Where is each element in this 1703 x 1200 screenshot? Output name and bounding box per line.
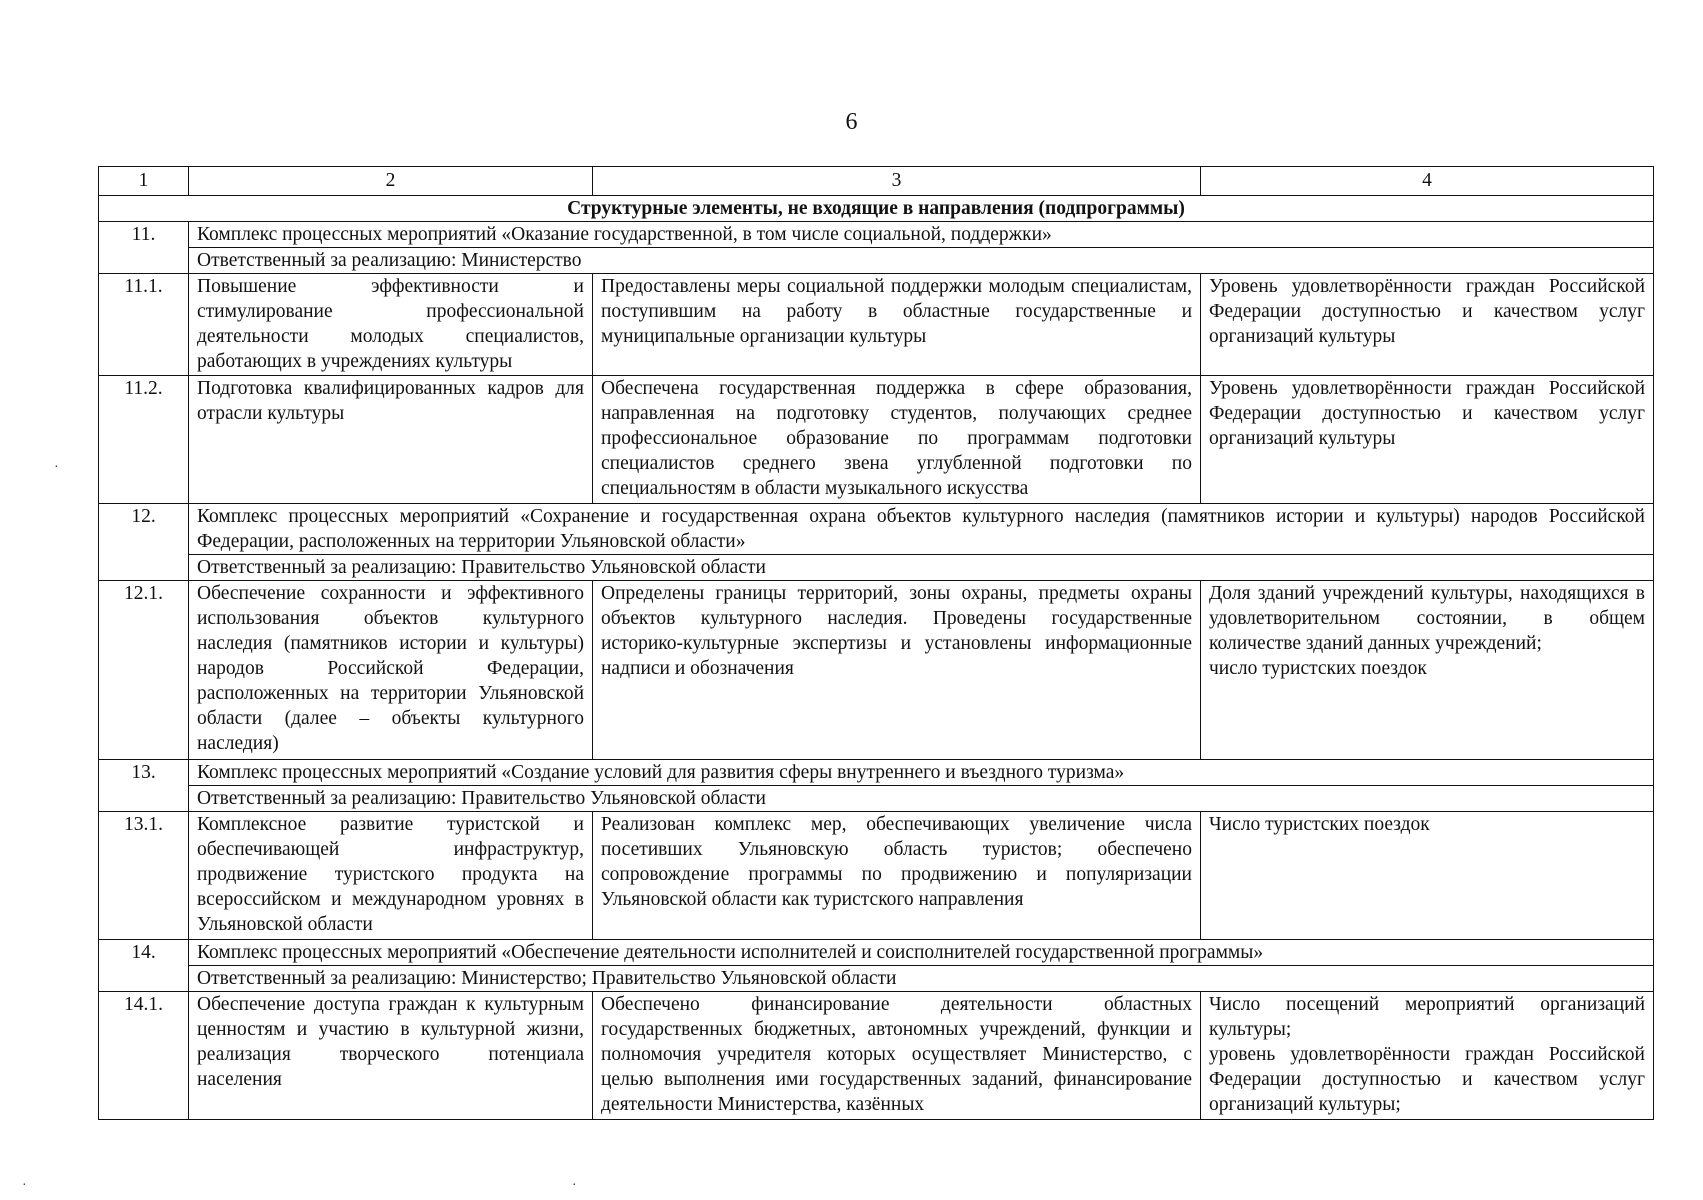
responsible-text: Ответственный за реализацию: Министерство; Правительство Ульяновской области — [189, 966, 1654, 992]
indicator-cell: Уровень удовлетворённости граждан Российской Федерации доступностью и качеством услуг организаций культуры — [1201, 274, 1654, 376]
indicator-cell — [1201, 992, 1654, 1120]
table-row — [99, 274, 1654, 376]
task-cell: Комплексное развитие туристской и обеспечивающей инфраструктур, продвижение туристского продукта на всероссийском и международном уровнях в Ульяновской области — [189, 812, 593, 940]
complex-title: Комплекс процессных мероприятий «Обеспечение деятельности исполнителей и соисполнителей государственной программы» — [189, 940, 1654, 966]
result-cell: Реализован комплекс мер, обеспечивающих увеличение числа посетивших Ульяновскую область туристов; обеспечено сопровождение программы по продвижению и популяризации Ульяновской области как туристского направления — [593, 812, 1201, 940]
section-title-row — [99, 196, 1654, 222]
responsible-row — [99, 786, 1654, 812]
responsible-text: Ответственный за реализацию: Правительство Ульяновской области — [189, 786, 1654, 812]
row-index: 11.2. — [99, 376, 189, 504]
responsible-row — [99, 248, 1654, 274]
responsible-row — [99, 555, 1654, 581]
complex-index: 13. — [99, 760, 189, 812]
complex-row — [99, 760, 1654, 786]
task-cell: Подготовка квалифицированных кадров для отрасли культуры — [189, 376, 593, 504]
column-header-4: 4 — [1201, 167, 1654, 196]
scan-speck: · — [54, 460, 59, 475]
table-row — [99, 376, 1654, 504]
section-title: Структурные элементы, не входящие в направления (подпрограммы) — [99, 196, 1654, 222]
task-cell: Обеспечение сохранности и эффективного использования объектов культурного наследия (памятников истории и культуры) народов Российской Федерации, расположенных на территории Ульяновской области (далее – объекты культурного наследия) — [189, 581, 593, 760]
complex-row — [99, 940, 1654, 966]
indicator-cell — [1201, 581, 1654, 760]
page-number: 6 — [845, 109, 858, 135]
complex-row — [99, 222, 1654, 248]
indicator-cell: Уровень удовлетворённости граждан Российской Федерации доступностью и качеством услуг организаций культуры — [1201, 376, 1654, 504]
result-cell: Обеспечено финансирование деятельности областных государственных бюджетных, автономных учреждений, функции и полномочия учредителя которых осуществляет Министерство, с целью выполнения ими государственных заданий, финансирование деятельности Министерства, казённых — [593, 992, 1201, 1120]
table-row — [99, 581, 1654, 760]
task-cell: Обеспечение доступа граждан к культурным ценностям и участию в культурной жизни, реализация творческого потенциала населения — [189, 992, 593, 1120]
responsible-text: Ответственный за реализацию: Министерство — [189, 248, 1654, 274]
program-structure-table — [98, 166, 1654, 1120]
result-cell: Обеспечена государственная поддержка в сфере образования, направленная на подготовку студентов, получающих среднее профессиональное образование по программам подготовки специалистов среднего звена углубленной подготовки по специальностям в области музыкального искусства — [593, 376, 1201, 504]
indicator-line: число туристских поездок — [1209, 658, 1427, 679]
column-number-header-row — [99, 167, 1654, 196]
complex-row — [99, 504, 1654, 555]
row-index: 12.1. — [99, 581, 189, 760]
complex-index: 11. — [99, 222, 189, 274]
indicator-line: Доля зданий учреждений культуры, находящихся в удовлетворительном состоянии, в общем количестве зданий данных учреждений; — [1209, 583, 1645, 654]
table-row — [99, 812, 1654, 940]
result-cell: Определены границы территорий, зоны охраны, предметы охраны объектов культурного наследия. Проведены государственные историко-культурные экспертизы и установлены информационные надписи и обозначения — [593, 581, 1201, 760]
task-cell: Повышение эффективности и стимулирование профессиональной деятельности молодых специалистов, работающих в учреждениях культуры — [189, 274, 593, 376]
complex-index: 12. — [99, 504, 189, 581]
column-header-3: 3 — [593, 167, 1201, 196]
complex-title: Комплекс процессных мероприятий «Создание условий для развития сферы внутреннего и въездного туризма» — [189, 760, 1654, 786]
complex-title: Комплекс процессных мероприятий «Оказание государственной, в том числе социальной, поддержки» — [189, 222, 1654, 248]
row-index: 11.1. — [99, 274, 189, 376]
table-row — [99, 992, 1654, 1120]
complex-index: 14. — [99, 940, 189, 992]
complex-title: Комплекс процессных мероприятий «Сохранение и государственная охрана объектов культурного наследия (памятников истории и культуры) народов Российской Федерации, расположенных на территории Ульяновской области» — [189, 504, 1654, 555]
column-header-2: 2 — [189, 167, 593, 196]
responsible-row — [99, 966, 1654, 992]
indicator-cell: Число туристских поездок — [1201, 812, 1654, 940]
indicator-line: уровень удовлетворённости граждан Российской Федерации доступностью и качеством услуг организаций культуры; — [1209, 1044, 1645, 1115]
scan-speck: · — [572, 1178, 577, 1193]
responsible-text: Ответственный за реализацию: Правительство Ульяновской области — [189, 555, 1654, 581]
row-index: 13.1. — [99, 812, 189, 940]
result-cell: Предоставлены меры социальной поддержки молодым специалистам, поступившим на работу в областные государственные и муниципальные организации культуры — [593, 274, 1201, 376]
scan-speck: · — [22, 1178, 27, 1193]
indicator-line: Число посещений мероприятий организаций культуры; — [1209, 994, 1645, 1040]
row-index: 14.1. — [99, 992, 189, 1120]
column-header-1: 1 — [99, 167, 189, 196]
